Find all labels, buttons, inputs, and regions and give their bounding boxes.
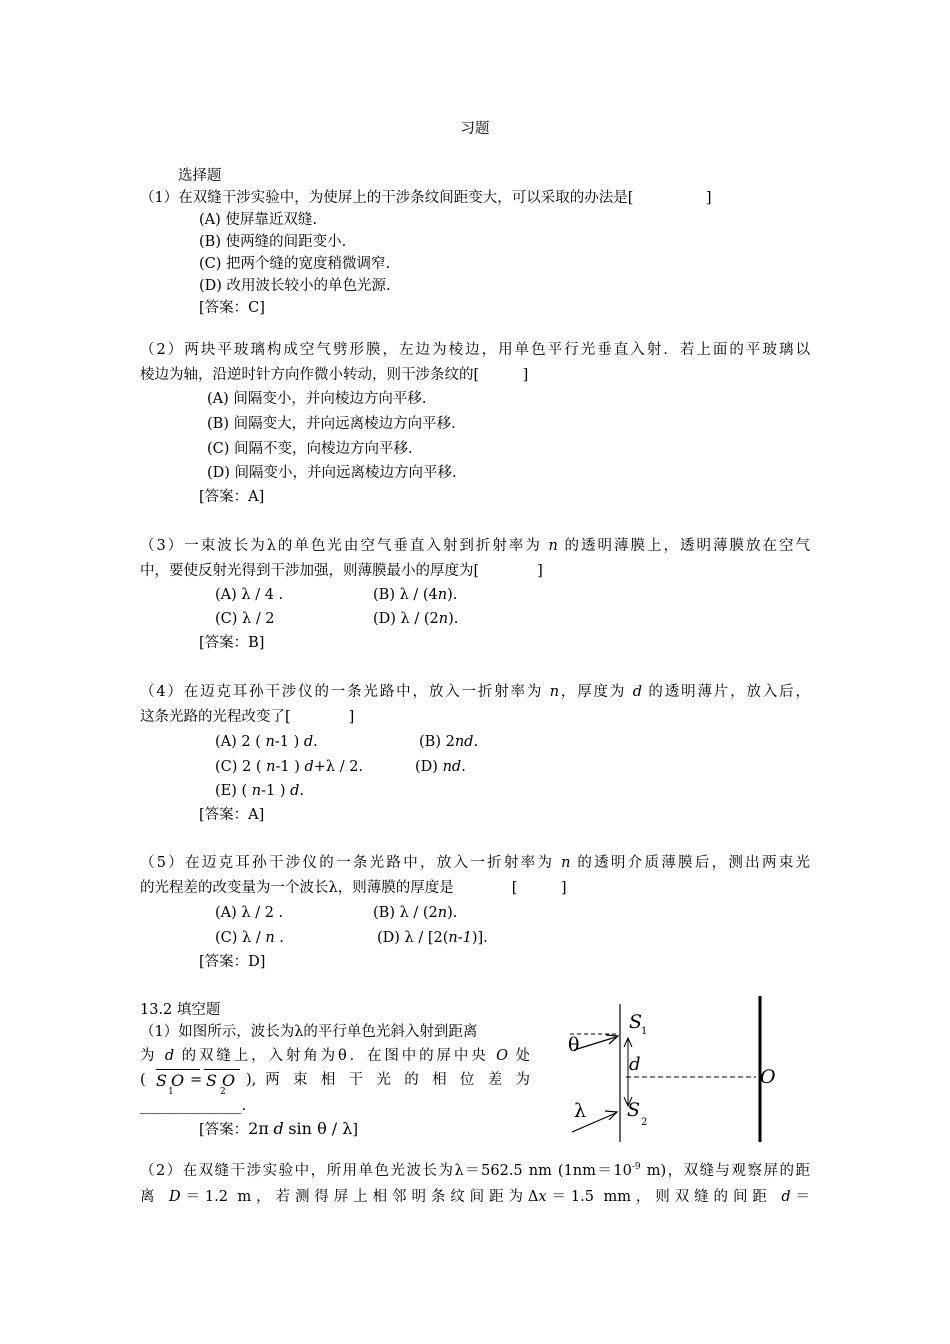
q3-option-c: (C) λ / 2 [215,611,275,627]
q2-stem-line2: 棱边为轴，沿逆时针方向作微小转动，则干涉条纹的[ ] [140,367,529,383]
double-slit-figure [560,992,780,1152]
q5-stem-line1: （5）在迈克耳孙干涉仪的一条光路中，放入一折射率为 n 的透明介质薄膜后，测出两束光 [140,855,810,871]
f1-answer: [答案：2π d sin θ / λ] [199,1119,359,1138]
q5-option-a: (A) λ / 2 . [215,905,284,921]
q5-option-b: (B) λ / (2n). [373,905,458,921]
label-d: d [629,1054,641,1075]
overline-s1o [156,1069,200,1070]
q5-option-c: (C) λ / n . [215,930,284,946]
q2-option-a: (A) 间隔变小，并向棱边方向平移. [207,391,427,407]
q4-stem-line1: （4）在迈克耳孙干涉仪的一条光路中，放入一折射率为 n，厚度为 d 的透明薄片，放入后， [140,684,810,700]
q3-stem-line1: （3）一束波长为λ的单色光由空气垂直入射到折射率为 n 的透明薄膜上，透明薄膜放在空气 [140,538,811,554]
f2-stem-line1: （2）在双缝干涉实验中，所用单色光波长为λ＝562.5 nm ($1nm=10^{-9}$ m)，双缝与观察屏的距 [140,1162,810,1179]
label-s2-sub: 2 [641,1117,648,1128]
q4-option-d: (D) nd. [415,759,466,775]
page-title: 习题 [460,121,490,137]
f1-answer-blank: ______________. [140,1098,247,1114]
f1-stem-line2: 为 d 的双缝上，入射角为θ．在图中的屏中央 O 处 [140,1048,531,1064]
q3-option-a: (A) λ / 4 . [215,587,284,603]
label-lambda: λ [574,1100,587,1122]
label-s1-sub: 1 [641,1026,648,1037]
q3-stem-line2: 中，要使反射光得到干涉加强，则薄膜最小的厚度为[ ] [140,563,543,579]
q4-option-c: (C) 2 ( n-1 ) d+λ / 2. [215,759,364,775]
q1-answer: [答案：C] [199,300,265,316]
q1-option-c: (C) 把两个缝的宽度稍微调窄. [199,256,391,272]
q3-option-b: (B) λ / (4n). [373,587,458,603]
q3-option-d: (D) λ / (2n). [373,611,459,627]
q1-option-d: (D) 改用波长较小的单色光源. [199,278,391,294]
label-theta: θ [568,1034,580,1056]
q4-option-e: (E) ( n-1 ) d. [215,783,305,799]
q4-stem-line2: 这条光路的光程改变了[ ] [140,709,355,725]
section-heading-fill: 13.2 填空题 [140,1002,221,1018]
q2-stem-line1: （2）两块平玻璃构成空气劈形膜，左边为棱边，用单色平行光垂直入射．若上面的平玻璃以 [140,342,810,358]
q1-option-b: (B) 使两缝的间距变小. [199,234,347,250]
overline-s2o [204,1069,240,1070]
q5-stem-line2: 的光程差的改变量为一个波长λ，则薄膜的厚度是 [ ] [140,880,567,896]
f2-stem-line2: 离 D＝1.2 m，若测得屏上相邻明条纹间距为Δx＝1.5 mm，则双缝的间距 d＝ [140,1189,811,1205]
q4-answer: [答案：A] [199,807,265,823]
label-s1: S [629,1011,643,1033]
q3-answer: [答案：B] [199,635,265,651]
q2-answer: [答案：A] [199,489,265,505]
q2-option-d: (D) 间隔变小，并向远离棱边方向平移. [207,465,457,481]
q2-option-b: (B) 间隔变大，并向远离棱边方向平移. [207,416,456,432]
q4-option-b: (B) 2nd. [419,734,479,750]
q1-option-a: (A) 使屏靠近双缝. [199,212,318,228]
f1-stem-line1: （1）如图所示，波长为λ的平行单色光斜入射到距离 [140,1024,478,1040]
section-heading-choice: 选择题 [178,168,222,184]
q1-stem: （1）在双缝干涉实验中，为使屏上的干涉条纹间距变大，可以采取的办法是[ ] [140,190,712,206]
q2-option-c: (C) 间隔不变，向棱边方向平移. [207,441,413,457]
label-s2: S [627,1099,641,1121]
f1-stem-line3: ( S O 1 = S O 2 ), 两 束 相 干 光 的 相 位 差 为 [140,1071,530,1097]
label-o: O [760,1066,776,1088]
q5-option-d: (D) λ / [2(n-1)]. [377,930,488,946]
q5-answer: [答案：D] [199,954,266,970]
q4-option-a: (A) 2 ( n-1 ) d. [215,734,318,750]
